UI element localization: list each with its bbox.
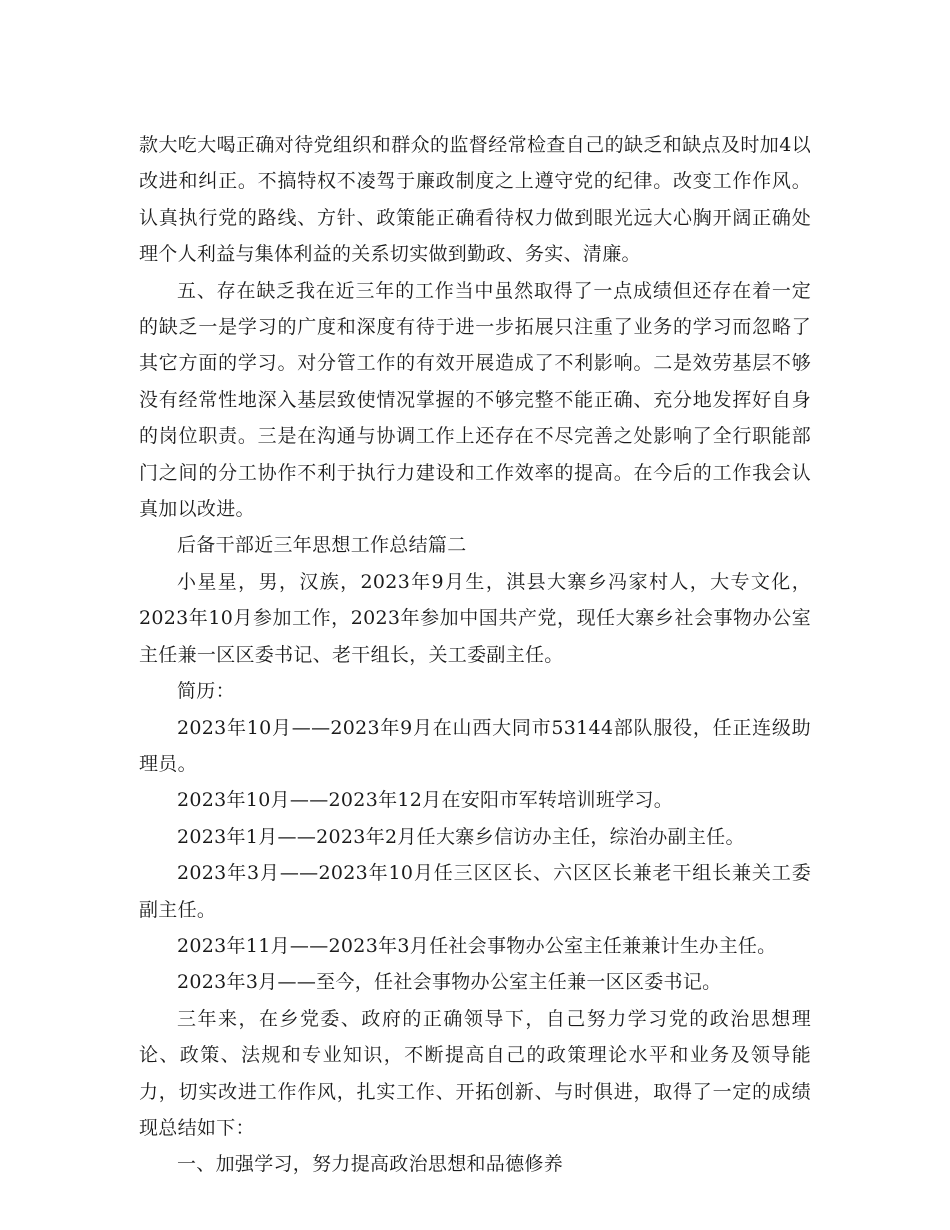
- resume-item: 2023年10月——2023年12月在安阳市军转培训班学习。: [177, 789, 674, 812]
- document-body: [139, 127, 811, 1183]
- resume-item: 2023年10月——2023年9月在山西大同市53144部队服役，任正连级助理员。: [139, 716, 811, 775]
- resume-item: 2023年11月——2023年3月任社会事物办公室主任兼兼计生办主任。: [177, 934, 777, 957]
- paragraph-continuation: 款大吃大喝正确对待党组织和群众的监督经常检查自己的缺乏和缺点及时加4以改进和纠正。不搞特权不凌驾于廉政制度之上遵守党的纪律。改变工作作风。认真执行党的路线、方针、政策能正确看待权力做到眼光远大心胸开阔正确处理个人利益与集体利益的关系切实做到勤政、务实、清廉。: [139, 134, 811, 266]
- resume-item: 2023年3月——至今，任社会事物办公室主任兼一区区委书记。: [177, 971, 722, 994]
- paragraph-profile: 小星星，男，汉族，2023年9月生，淇县大寨乡冯家村人，大专文化，2023年10月参加工作，2023年参加中国共产党，现任大寨乡社会事物办公室主任兼一区区委书记、老干组长，关工委副主任。: [139, 570, 811, 666]
- subsection-heading: 一、加强学习，努力提高政治思想和品德修养: [177, 1153, 564, 1176]
- paragraph-summary-intro: 三年来，在乡党委、政府的正确领导下，自己努力学习党的政治思想理论、政策、法规和专业知识，不断提高自己的政策理论水平和业务及领导能力，切实改进工作作风，扎实工作、开拓创新、与时俱进，取得了一定的成绩现总结如下：: [139, 1007, 811, 1139]
- resume-item: 2023年1月——2023年2月任大寨乡信访办主任，综治办副主任。: [177, 825, 745, 848]
- resume-item: 2023年3月——2023年10月任三区区长、六区区长兼老干组长兼关工委副主任。: [139, 862, 811, 921]
- section-heading: 后备干部近三年思想工作总结篇二: [177, 534, 467, 557]
- paragraph-shortcomings: 五、存在缺乏我在近三年的工作当中虽然取得了一点成绩但还存在着一定的缺乏一是学习的广度和深度有待于进一步拓展只注重了业务的学习而忽略了其它方面的学习。对分管工作的有效开展造成了不利影响。二是效劳基层不够没有经常性地深入基层致使情况掌握的不够完整不能正确、充分地发挥好自身的岗位职责。三是在沟通与协调工作上还存在不尽完善之处影响了全行职能部门之间的分工协作不利于执行力建设和工作效率的提高。在今后的工作我会认真加以改进。: [139, 279, 811, 521]
- resume-heading: 简历：: [177, 680, 235, 703]
